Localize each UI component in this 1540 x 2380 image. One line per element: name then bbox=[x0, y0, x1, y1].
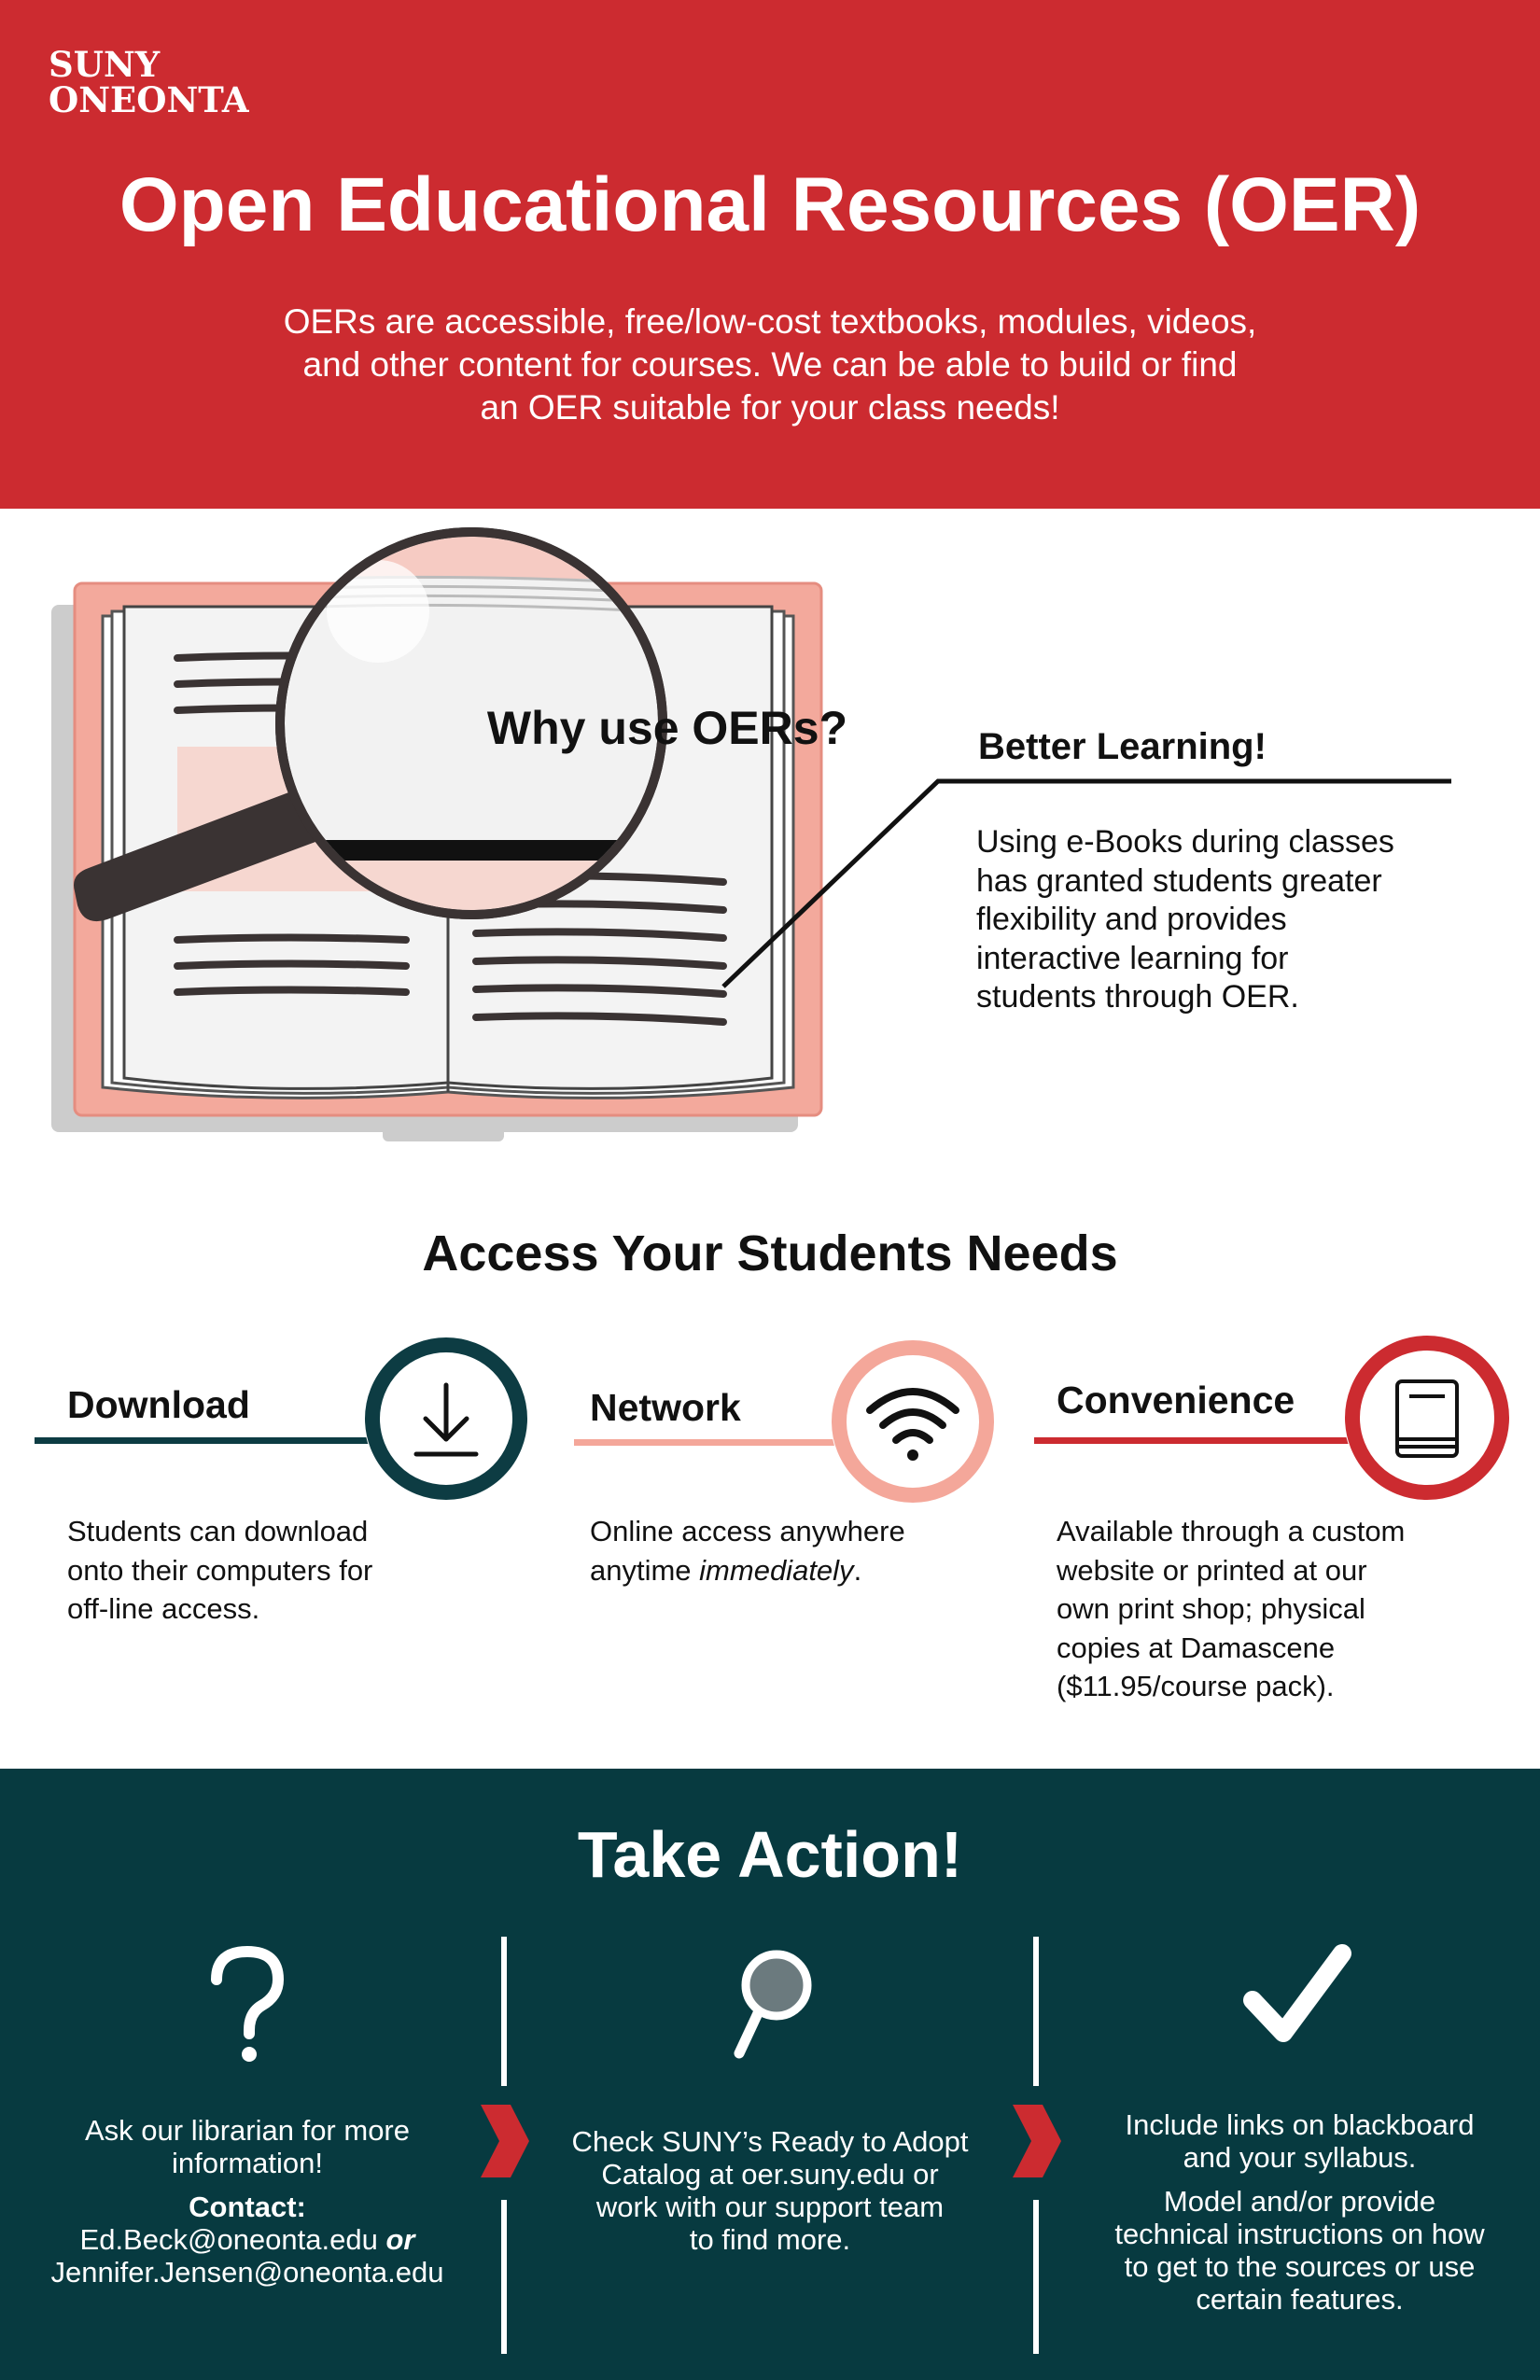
suny-oneonta-logo bbox=[49, 44, 249, 120]
network-emphasis: immediately bbox=[699, 1553, 854, 1587]
convenience-description bbox=[1057, 1512, 1467, 1706]
divider-right-bottom bbox=[1033, 2200, 1039, 2354]
lens-glare bbox=[327, 560, 429, 663]
better-learning-line: interactive learning for bbox=[976, 940, 1289, 976]
network-text: . bbox=[853, 1553, 862, 1587]
question-mark-icon bbox=[205, 1944, 289, 2065]
network-line bbox=[590, 1551, 963, 1590]
divider-left-bottom bbox=[501, 2200, 507, 2354]
better-learning-line: has granted students greater bbox=[976, 862, 1382, 899]
callout-line-extension bbox=[966, 777, 1451, 786]
convenience-line: own print shop; physical bbox=[1057, 1592, 1365, 1625]
chevron-right-icon bbox=[1013, 2105, 1061, 2177]
download-line: off-line access. bbox=[67, 1592, 260, 1625]
page-title: Open Educational Resources (OER) bbox=[119, 162, 1421, 247]
network-text: anytime bbox=[590, 1553, 700, 1587]
network-label: Network bbox=[590, 1386, 741, 1429]
step-include-line: to get to the sources or use bbox=[1124, 2250, 1476, 2283]
contact-email-line bbox=[9, 2223, 485, 2256]
step-check-line: work with our support team bbox=[595, 2191, 945, 2223]
logo-line-2: ONEONTA bbox=[49, 79, 249, 120]
contact-email-1[interactable]: Ed.Beck@oneonta.edu bbox=[79, 2223, 378, 2256]
convenience-line: Available through a custom bbox=[1057, 1515, 1406, 1547]
better-learning-text bbox=[976, 823, 1480, 1017]
intro-line-2: and other content for courses. We can be able to build or find bbox=[302, 345, 1238, 384]
download-line: Students can download bbox=[67, 1515, 369, 1547]
network-underline bbox=[574, 1439, 854, 1446]
network-description bbox=[590, 1512, 963, 1589]
download-description bbox=[67, 1512, 431, 1629]
better-learning-line: flexibility and provides bbox=[976, 902, 1287, 937]
download-line: onto their computers for bbox=[67, 1553, 373, 1587]
download-underline bbox=[35, 1437, 408, 1444]
convenience-line: website or printed at our bbox=[1057, 1553, 1367, 1587]
take-action-section bbox=[0, 1769, 1540, 2380]
divider-left-top bbox=[501, 1937, 507, 2086]
convenience-circle bbox=[1344, 1335, 1510, 1501]
magnifier-question: Why use OERs? bbox=[486, 702, 848, 754]
step-check-line: Catalog at oer.suny.edu or bbox=[601, 2158, 939, 2191]
step-include-line: Include links on blackboard bbox=[1125, 2108, 1475, 2141]
network-line: Online access anywhere bbox=[590, 1515, 905, 1547]
convenience-line: ($11.95/course pack). bbox=[1057, 1670, 1335, 1702]
step-ask-line: Ask our librarian for more bbox=[84, 2114, 410, 2147]
header-banner bbox=[0, 0, 1540, 509]
step-include-line: and your syllabus. bbox=[1183, 2141, 1417, 2174]
intro-line-3: an OER suitable for your class needs! bbox=[480, 388, 1060, 427]
book-magnifier-illustration bbox=[37, 509, 971, 1162]
checkmark-icon bbox=[1241, 1944, 1353, 2051]
network-circle bbox=[831, 1339, 995, 1504]
convenience-underline bbox=[1034, 1437, 1370, 1444]
access-section-title: Access Your Students Needs bbox=[422, 1225, 1118, 1281]
step-check-line: Check SUNY’s Ready to Adopt bbox=[571, 2125, 969, 2158]
step-include-line: certain features. bbox=[1196, 2283, 1404, 2316]
step-include-links-text bbox=[1064, 2108, 1535, 2316]
download-label: Download bbox=[67, 1383, 250, 1426]
intro-text bbox=[201, 301, 1339, 429]
contact-email-2[interactable]: Jennifer.Jensen@oneonta.edu bbox=[50, 2256, 444, 2289]
step-include-line: Model and/or provide bbox=[1163, 2185, 1436, 2218]
contact-label-text: Contact: bbox=[189, 2191, 306, 2223]
step-check-catalog-text bbox=[537, 2125, 1003, 2256]
better-learning-title: Better Learning! bbox=[978, 726, 1267, 767]
download-circle bbox=[364, 1337, 528, 1501]
chevron-right-icon bbox=[481, 2105, 529, 2177]
contact-or: or bbox=[385, 2223, 415, 2256]
logo-line-1: SUNY bbox=[49, 44, 161, 85]
take-action-title: Take Action! bbox=[577, 1818, 963, 1891]
step-ask-line: information! bbox=[172, 2147, 323, 2179]
contact-label bbox=[9, 2191, 485, 2223]
better-learning-line: students through OER. bbox=[976, 979, 1299, 1015]
better-learning-line: Using e-Books during classes bbox=[976, 824, 1394, 860]
convenience-line: copies at Damascene bbox=[1057, 1631, 1336, 1664]
divider-right-top bbox=[1033, 1937, 1039, 2086]
intro-line-1: OERs are accessible, free/low-cost textbooks, modules, videos, bbox=[283, 302, 1257, 341]
step-check-line: to find more. bbox=[689, 2223, 851, 2256]
magnifier-icon bbox=[728, 1946, 817, 2063]
convenience-label: Convenience bbox=[1057, 1379, 1295, 1421]
step-ask-librarian-text bbox=[9, 2114, 485, 2289]
step-include-line: technical instructions on how bbox=[1114, 2218, 1485, 2250]
